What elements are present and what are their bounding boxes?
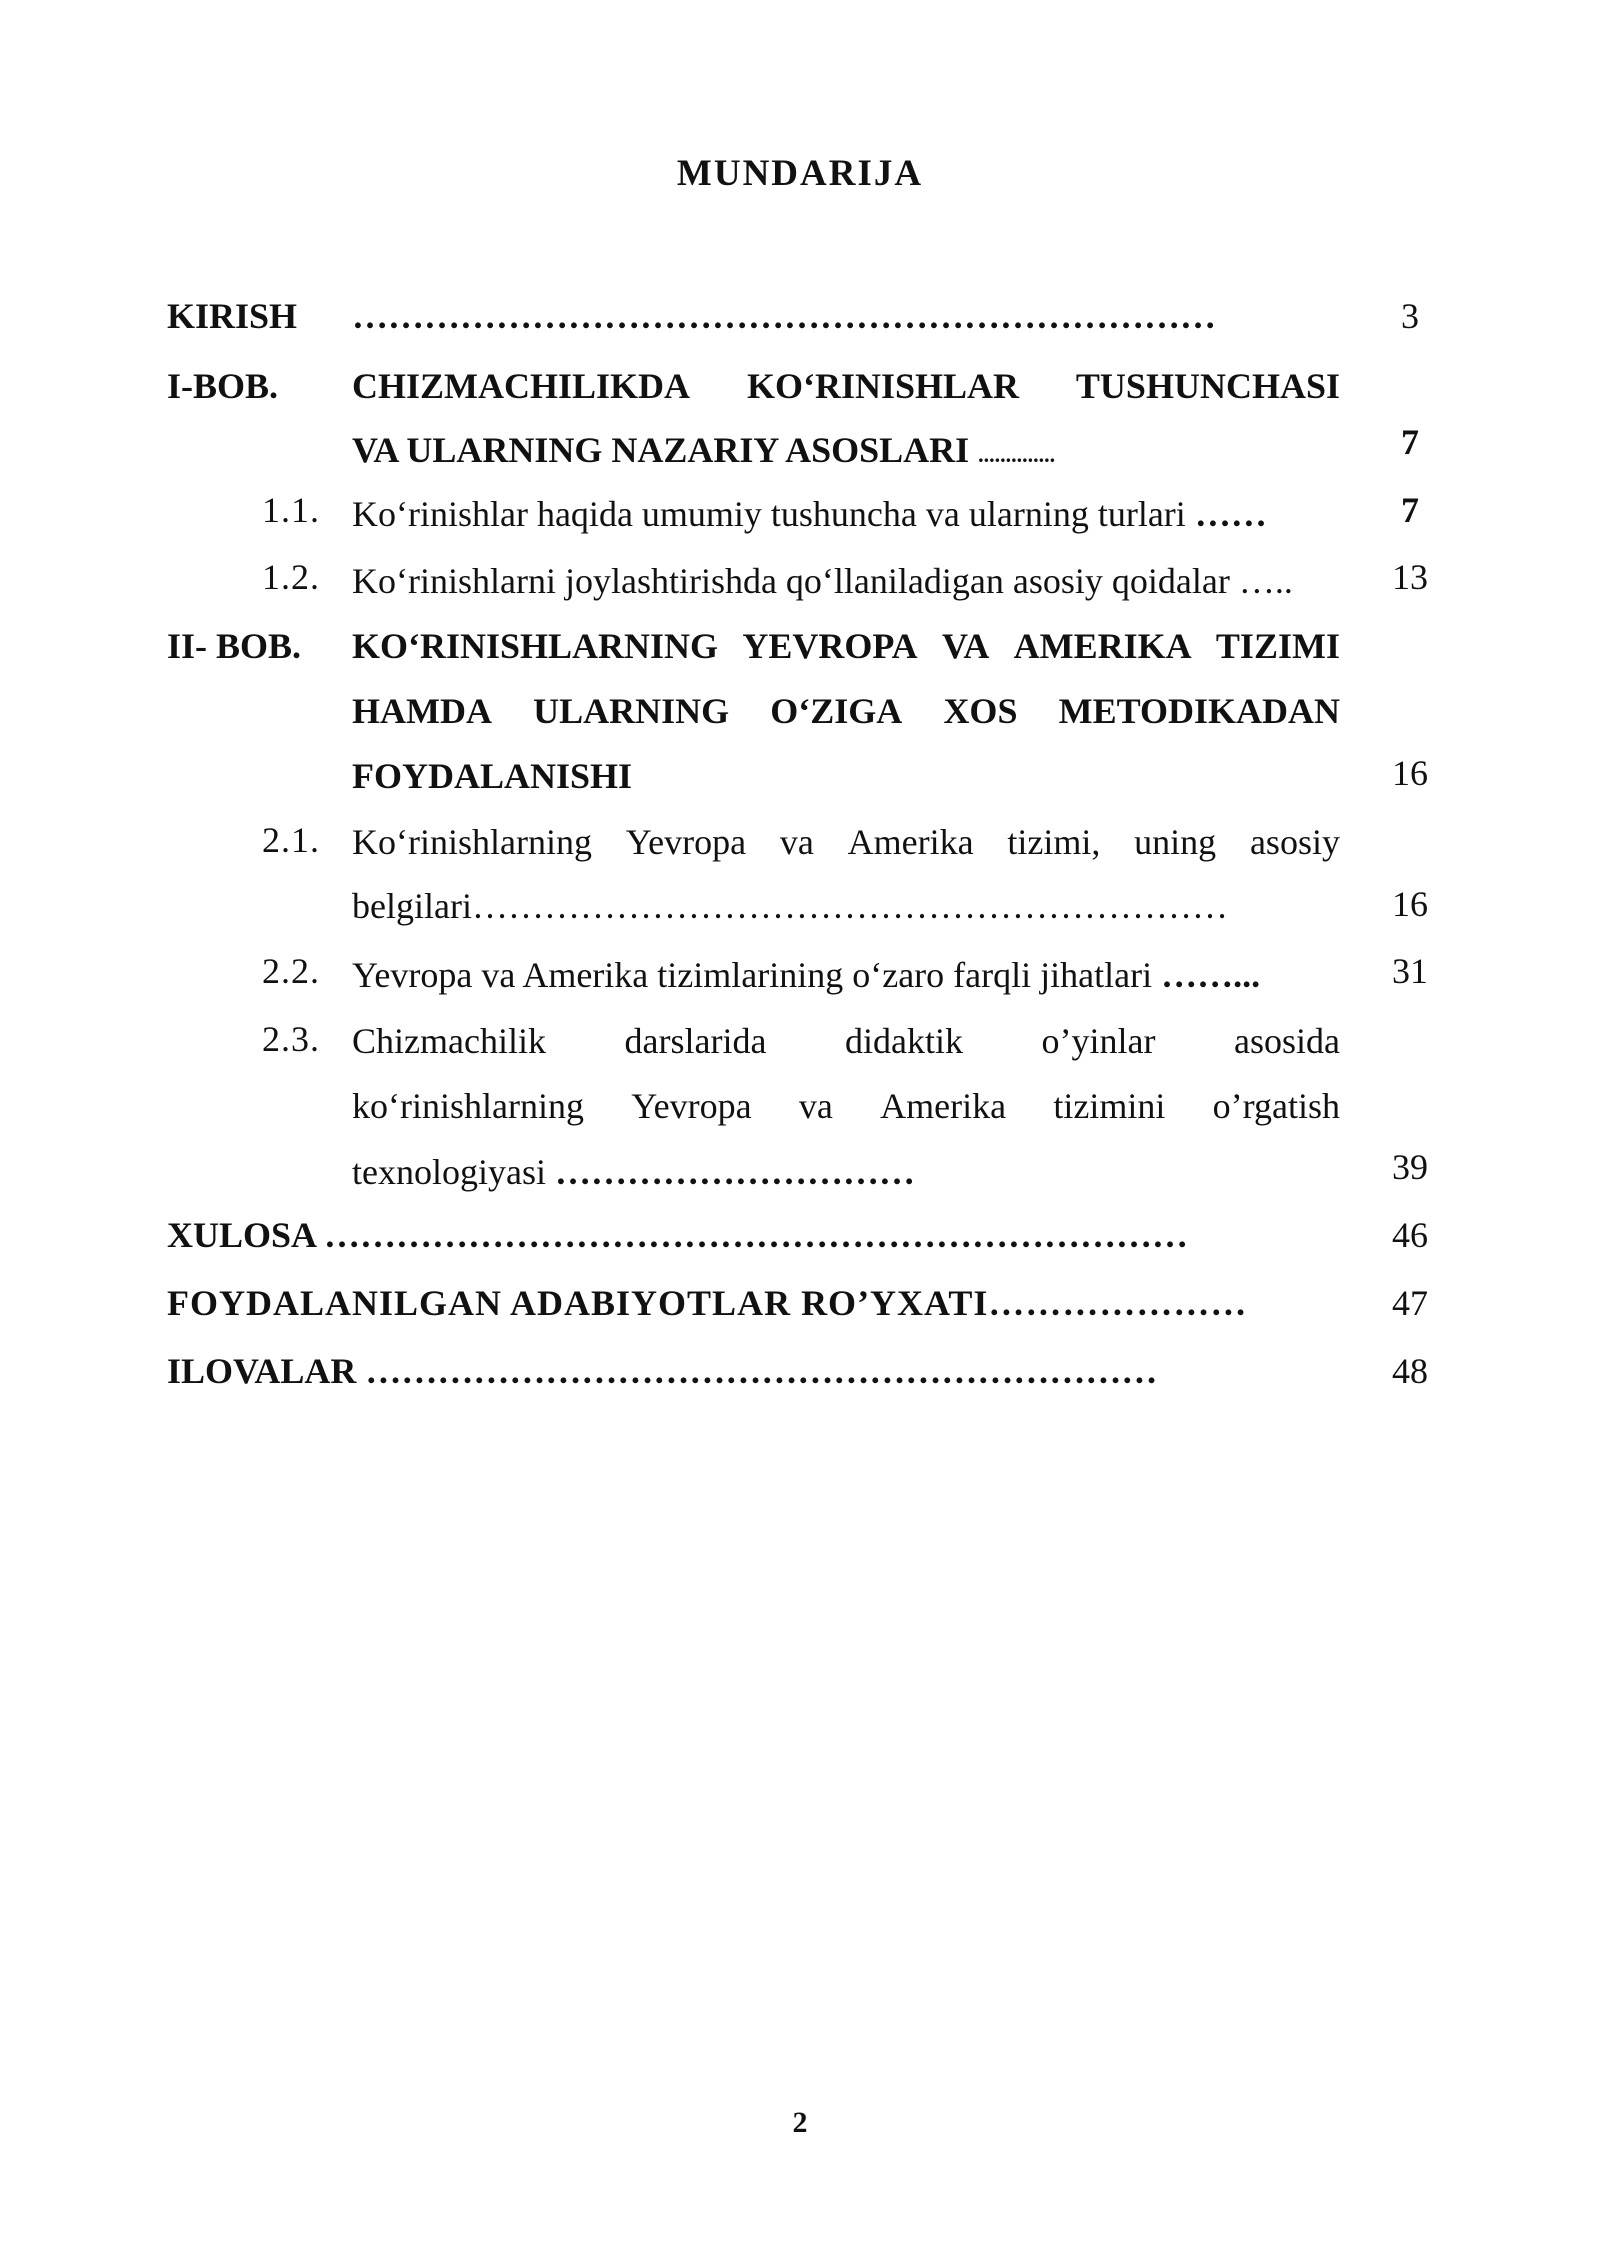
leader-dots: ……………………………………………………………… xyxy=(352,296,1216,336)
title-word: Amerika xyxy=(847,822,974,862)
title-text: Yevropa va Amerika tizimlarining o‘zaro farqli jihatlari xyxy=(352,955,1162,995)
leader-dots: ……………………………………………………… xyxy=(471,886,1228,926)
leader-dots: ………………………………………………………… xyxy=(365,1351,1158,1391)
label-text: FOYDALANILGAN ADABIYOTLAR RO’YXATI xyxy=(167,1283,989,1323)
title-word: AMERIKA xyxy=(1013,626,1192,666)
title-word: METODIKADAN xyxy=(1058,691,1340,731)
section-title xyxy=(352,953,1260,997)
label-text: XULOSA xyxy=(167,1215,325,1255)
page-ref: 7 xyxy=(1401,422,1419,462)
section-title-line-1 xyxy=(352,820,1340,864)
page-number: 2 xyxy=(792,2106,808,2139)
entry-label xyxy=(167,1349,1157,1393)
page-ref: 13 xyxy=(1392,557,1428,597)
section-title-line-3 xyxy=(352,1150,915,1194)
title-word: Yevropa xyxy=(625,822,747,862)
section-title xyxy=(352,492,1267,536)
chapter-label: II- BOB. xyxy=(167,626,302,666)
section-number: 2.3. xyxy=(262,1019,320,1059)
chapter-label: I-BOB. xyxy=(167,366,279,406)
leader-dots: ………………… xyxy=(988,1283,1248,1323)
title-word: Yevropa xyxy=(631,1086,752,1126)
title-word: darslarida xyxy=(624,1021,767,1061)
title-word: KO‘RINISHLARNING xyxy=(352,626,719,666)
section-number: 2.1. xyxy=(262,820,320,860)
page-ref: 39 xyxy=(1392,1147,1428,1187)
section-number: 1.2. xyxy=(262,557,320,597)
leader-dots: ….. xyxy=(1238,561,1293,601)
title-word: uning xyxy=(1134,822,1217,862)
title-text: Ko‘rinishlarni joylashtirishda qo‘llaniladigan asosiy qoidalar xyxy=(352,561,1239,601)
section-title xyxy=(352,559,1293,603)
page-ref: 7 xyxy=(1401,490,1419,530)
title-word: Amerika xyxy=(880,1086,1007,1126)
leader-dots: ……………………………………………………………… xyxy=(324,1215,1189,1255)
section-title-line-1 xyxy=(352,1019,1340,1063)
title-word: tizimi, xyxy=(1007,822,1101,862)
page-ref: 48 xyxy=(1392,1351,1428,1391)
entry-label xyxy=(167,1281,1247,1325)
page-ref: 16 xyxy=(1392,884,1428,924)
title-word: va xyxy=(798,1086,833,1126)
title-text: Ko‘rinishlar haqida umumiy tushuncha va ularning turlari xyxy=(352,494,1195,534)
leader-dots: .............. xyxy=(978,442,1056,467)
title-word: ko‘rinishlarning xyxy=(352,1086,584,1126)
entry-label: KIRISH xyxy=(167,296,298,336)
chapter-title-line-1 xyxy=(352,364,1340,408)
title-text: texnologiyasi xyxy=(352,1152,555,1192)
title-word: didaktik xyxy=(844,1021,963,1061)
chapter-title-line-1 xyxy=(352,624,1340,668)
chapter-title-line-3: FOYDALANISHI xyxy=(352,756,633,796)
title-word: XOS xyxy=(943,691,1018,731)
title-word: KO‘RINISHLAR xyxy=(746,366,1019,406)
title-word: VA xyxy=(941,626,990,666)
section-number: 1.1. xyxy=(262,490,320,530)
title-word: Ko‘rinishlarning xyxy=(352,822,592,862)
title-word: CHIZMACHILIKDA xyxy=(352,366,691,406)
title-word: ULARNING xyxy=(533,691,730,731)
title-word: asosiy xyxy=(1249,822,1340,862)
section-number: 2.2. xyxy=(262,951,320,991)
entry-label xyxy=(167,1213,1188,1257)
title-text: VA ULARNING NAZARIY ASOSLARI xyxy=(352,430,979,470)
page-title: MUNDARIJA xyxy=(676,153,924,194)
chapter-title-line-2 xyxy=(352,428,1055,477)
chapter-title-line-2 xyxy=(352,689,1340,733)
title-word: TIZIMI xyxy=(1215,626,1340,666)
title-word: O‘ZIGA xyxy=(770,691,903,731)
page-ref: 16 xyxy=(1392,753,1428,793)
leader-dots: ……... xyxy=(1161,955,1261,995)
leader-dots: ………………………… xyxy=(554,1152,915,1192)
title-word: o’yinlar xyxy=(1041,1021,1156,1061)
title-word: o’rgatish xyxy=(1212,1086,1340,1126)
title-text: belgilari xyxy=(352,886,472,926)
page-ref: 3 xyxy=(1401,296,1419,336)
title-word: tizimini xyxy=(1053,1086,1166,1126)
title-word: YEVROPA xyxy=(742,626,918,666)
title-word: Chizmachilik xyxy=(352,1021,546,1061)
page-ref: 47 xyxy=(1392,1283,1428,1323)
section-title-line-2 xyxy=(352,1084,1340,1128)
title-word: HAMDA xyxy=(352,691,492,731)
page-ref: 31 xyxy=(1392,951,1428,991)
page-ref: 46 xyxy=(1392,1215,1428,1255)
section-title-line-2 xyxy=(352,884,1228,928)
title-word: va xyxy=(779,822,814,862)
leader-dots: …… xyxy=(1194,494,1267,534)
label-text: ILOVALAR xyxy=(167,1351,366,1391)
title-word: TUSHUNCHASI xyxy=(1075,366,1340,406)
title-word: asosida xyxy=(1233,1021,1340,1061)
